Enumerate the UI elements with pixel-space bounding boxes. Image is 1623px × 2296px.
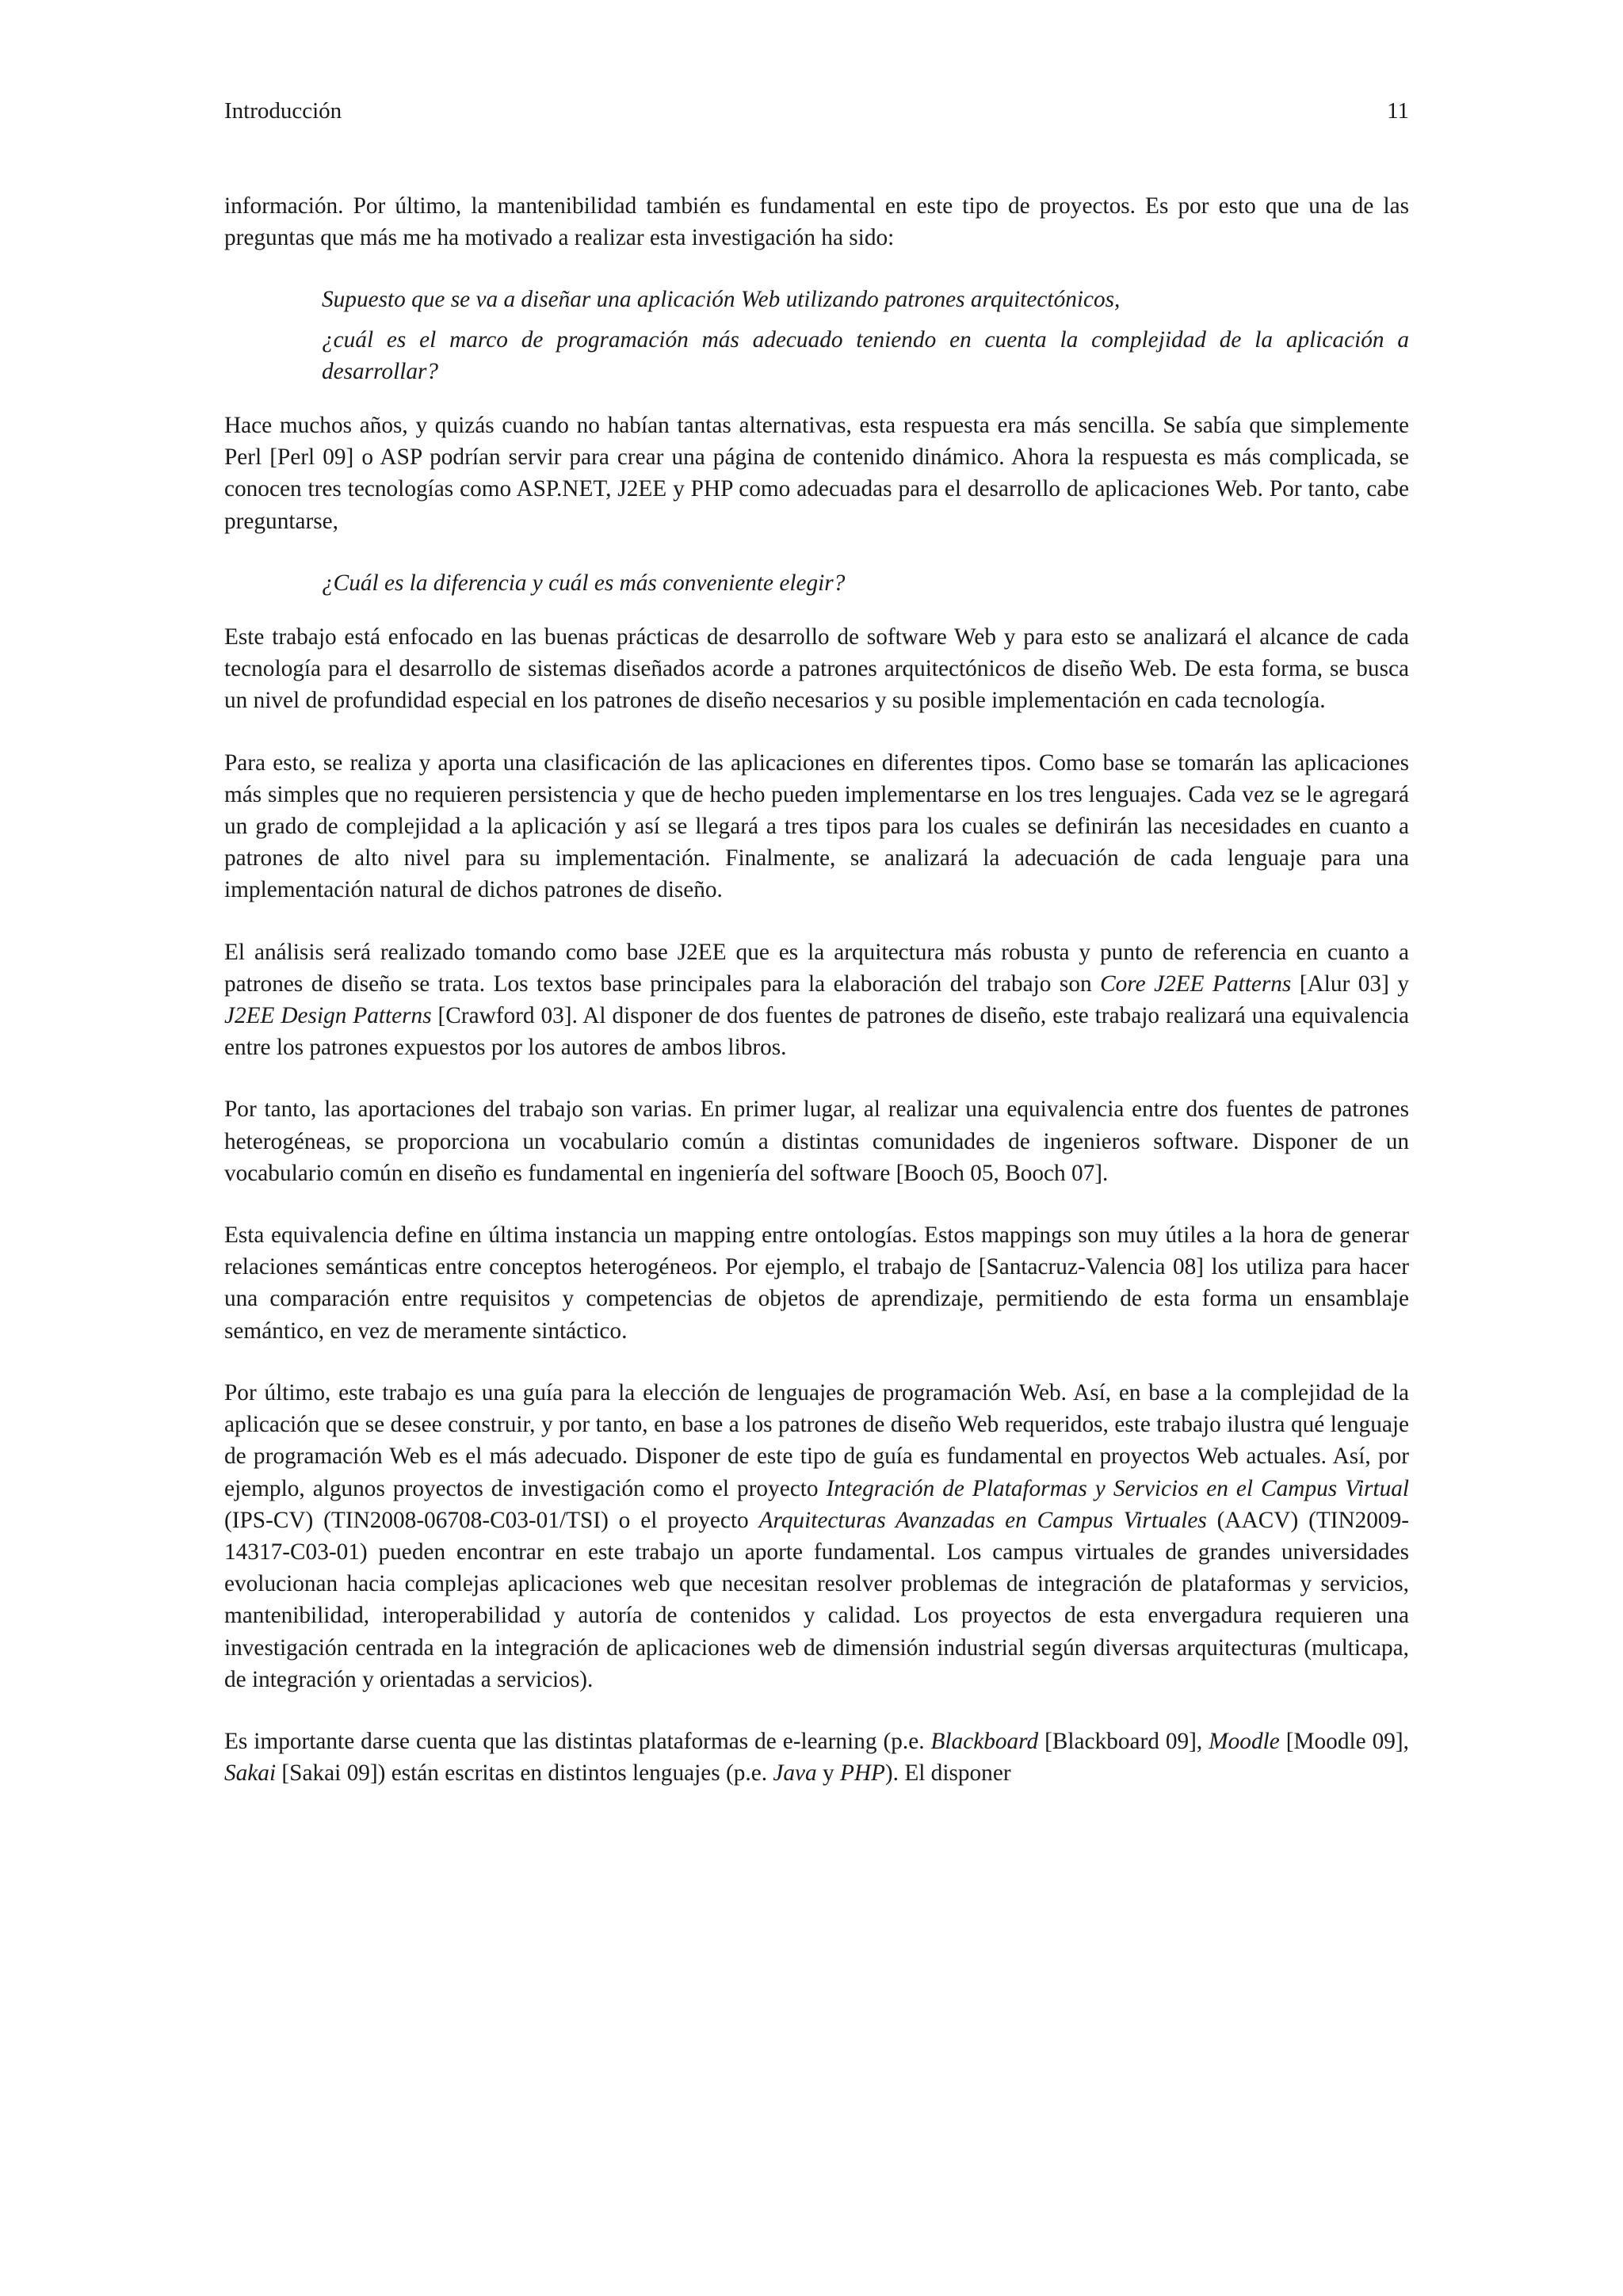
project-title: Integración de Plataformas y Servicios en el Campus Virtual: [826, 1475, 1410, 1501]
text-run: [Alur 03] y: [1291, 971, 1409, 997]
body-text: [224, 190, 1409, 1789]
text-run: [Moodle 09],: [1279, 1728, 1409, 1754]
research-question-premise: Supuesto que se va a diseñar una aplicación Web utilizando patrones arquitectónicos,: [322, 287, 1121, 313]
running-header: [224, 95, 1409, 127]
book-title: Core J2EE Patterns: [1100, 971, 1292, 997]
paragraph: [224, 1726, 1409, 1789]
project-title: Arquitecturas Avanzadas en Campus Virtuales: [758, 1507, 1207, 1533]
platform-name: Moodle: [1209, 1728, 1280, 1754]
paragraph: [224, 936, 1409, 1064]
paragraph: [224, 1377, 1409, 1695]
paragraph: Por tanto, las aportaciones del trabajo son varias. En primer lugar, al realizar una equivalencia entre dos fuentes de patrones heterogéneas, se proporciona un vocabulario común a distintas comunidades de ingenieros software. Disponer de un vocabulario común en diseño es fundamental en ingeniería del software [Booch 05, Booch 07].: [224, 1097, 1409, 1186]
page-number: 11: [1387, 98, 1409, 124]
paragraph: Esta equivalencia define en última instancia un mapping entre ontologías. Estos mappings son muy útiles a la hora de generar relaciones semánticas entre conceptos heterogéneos. Por ejemplo, el trabajo de [Santacruz-Valencia 08] los utiliza para hacer una comparación entre requisitos y competencias de objetos de aprendizaje, permitiendo de esta forma un ensamblaje semántico, en vez de meramente sintáctico.: [224, 1222, 1409, 1344]
text-run: (AACV) (TIN2009-14317-C03-01) pueden encontrar en este trabajo un aporte fundamental. Los campus virtuales de grandes universidades evolucionan hacia complejas aplicaciones web que necesitan resolver problemas de integración de plataformas y servicios, mantenibilidad, interoperabilidad y autoría de contenidos y calidad. Los proyectos de esta envergadura requieren una investigación centrada en la integración de aplicaciones web de dimensión industrial según diversas arquitecturas (multicapa, de integración y orientadas a servicios).: [224, 1507, 1409, 1692]
text-run: Es importante darse cuenta que las distintas plataformas de e-learning (p.e.: [224, 1728, 931, 1754]
paragraph: Hace muchos años, y quizás cuando no habían tantas alternativas, esta respuesta era más sencilla. Se sabía que simplemente Perl [Perl 09] o ASP podrían servir para crear una página de contenido dinámico. Ahora la respuesta es más complicada, se conocen tres tecnologías como ASP.NET, J2EE y PHP como adecuadas para el desarrollo de aplicaciones Web. Por tanto, cabe preguntarse,: [224, 413, 1409, 534]
paragraph: información. Por último, la mantenibilidad también es fundamental en este tipo de proyectos. Es por esto que una de las preguntas que más me ha motivado a realizar esta investigación ha sido:: [224, 193, 1409, 251]
text-run: [Sakai 09]) están escritas en distintos lenguajes (p.e.: [276, 1760, 773, 1787]
text-run: (IPS-CV) (TIN2008-06708-C03-01/TSI) o el proyecto: [224, 1507, 759, 1533]
platform-name: Sakai: [224, 1760, 277, 1787]
text-run: [Blackboard 09],: [1038, 1728, 1209, 1754]
research-question: ¿cuál es el marco de programación más adecuado teniendo en cuenta la complejidad de la aplicación a desarrollar?: [322, 326, 1409, 384]
document-page: [224, 95, 1409, 1819]
text-run: y: [816, 1760, 840, 1787]
text-run: ). El disponer: [884, 1760, 1011, 1787]
chapter-title: Introducción: [224, 98, 342, 124]
research-question-secondary: ¿Cuál es la diferencia y cuál es más conveniente elegir?: [322, 570, 846, 596]
language-name: PHP: [839, 1760, 885, 1787]
text-run: [Crawford 03]. Al disponer de dos fuentes de patrones de diseño, este trabajo realizará una equivalencia entre los patrones expuestos por los autores de ambos libros.: [224, 1003, 1409, 1061]
paragraph: Para esto, se realiza y aporta una clasificación de las aplicaciones en diferentes tipos. Como base se tomarán las aplicaciones más simples que no requieren persistencia y que de hecho pueden implementarse en los tres lenguajes. Cada vez se le agregará un grado de complejidad a la aplicación y así se llegará a tres tipos para los cuales se definirán las necesidades en cuanto a patrones de alto nivel para su implementación. Finalmente, se analizará la adecuación de cada lenguaje para una implementación natural de dichos patrones de diseño.: [224, 749, 1409, 903]
text-run: El análisis será realizado tomando como base J2EE que es la arquitectura más robusta y punto de referencia en cuanto a patrones de diseño se trata. Los textos base principales para la elaboración del trabajo son: [224, 939, 1409, 997]
text-run: Por último, este trabajo es una guía para la elección de lenguajes de programación Web. Así, en base a la complejidad de la aplicación que se desee construir, y por tanto, en base a los patrones de diseño Web requeridos, este trabajo ilustra qué lenguaje de programación Web es el más adecuado. Disponer de este tipo de guía es fundamental en proyectos Web actuales. Así, por ejemplo, algunos proyectos de investigación como el proyecto: [224, 1379, 1409, 1501]
language-name: Java: [773, 1760, 817, 1787]
paragraph: Este trabajo está enfocado en las buenas prácticas de desarrollo de software Web y para esto se analizará el alcance de cada tecnología para el desarrollo de sistemas diseñados acorde a patrones arquitectónicos de diseño Web. De esta forma, se busca un nivel de profundidad especial en los patrones de diseño necesarios y su posible implementación en cada tecnología.: [224, 624, 1409, 714]
book-title: J2EE Design Patterns: [224, 1003, 432, 1029]
platform-name: Blackboard: [930, 1728, 1039, 1754]
